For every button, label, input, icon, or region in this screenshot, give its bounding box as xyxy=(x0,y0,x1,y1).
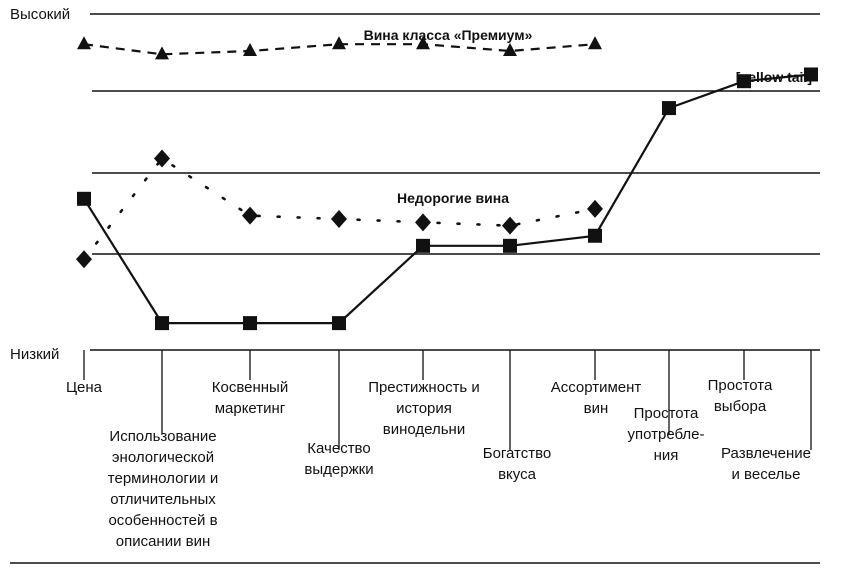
series-lines xyxy=(84,44,811,323)
x-tick-label-line: Косвенный xyxy=(211,379,289,396)
data-point-triangle xyxy=(243,43,257,56)
data-point-diamond xyxy=(502,217,518,235)
x-tick-label-line: Богатство xyxy=(482,445,552,462)
x-tick-label xyxy=(66,379,103,396)
x-tick-label-line: Простота xyxy=(633,405,699,422)
x-tick-label xyxy=(708,377,773,415)
y-axis-label-high: Высокий xyxy=(10,6,71,23)
x-tick-label-line: энологической xyxy=(111,449,215,466)
series-labels xyxy=(364,27,812,206)
series-markers xyxy=(76,36,818,330)
data-point-square xyxy=(588,229,602,243)
x-tick-label-line: выдержки xyxy=(304,461,374,478)
data-point-triangle xyxy=(77,36,91,49)
x-tick-label-line: вкуса xyxy=(498,466,536,483)
x-tick-label-line: Использование xyxy=(109,428,217,445)
data-point-diamond xyxy=(242,207,258,225)
x-tick-label-line: отличительных xyxy=(110,491,216,508)
x-tick-label-line: Ассортимент xyxy=(550,379,642,396)
x-tick-label xyxy=(483,445,552,483)
data-point-triangle xyxy=(503,43,517,56)
x-tick-label-line: Качество xyxy=(307,440,371,457)
y-axis-label-low: Низкий xyxy=(10,346,60,363)
x-tick-label xyxy=(551,379,642,417)
x-tick-label-line: описании вин xyxy=(115,533,211,550)
series-label: Недорогие вина xyxy=(396,190,510,206)
x-tick-label-line: винодельни xyxy=(382,421,466,438)
series-label: [yellow tail] xyxy=(735,69,812,85)
data-point-square xyxy=(416,239,430,253)
x-tick-label xyxy=(304,440,373,478)
series-label: Вина класса «Премиум» xyxy=(363,27,533,43)
data-point-triangle xyxy=(588,36,602,49)
data-point-square xyxy=(155,316,169,330)
x-tick-label xyxy=(721,445,811,483)
data-point-square xyxy=(503,239,517,253)
x-tick-label xyxy=(627,405,704,464)
data-point-diamond xyxy=(331,210,347,228)
x-tick-label-line: маркетинг xyxy=(214,400,286,417)
x-tick-label-line: Простота xyxy=(707,377,773,394)
x-tick-label-line: ния xyxy=(653,447,679,464)
x-tick-labels xyxy=(66,377,811,550)
x-tick-label-line: терминологии и xyxy=(107,470,219,487)
x-tick-label xyxy=(108,428,218,550)
x-tick-label-line: Развлечение xyxy=(721,445,811,462)
x-tick-label-line: употребле- xyxy=(627,426,705,443)
x-tick-label xyxy=(368,379,480,438)
x-tick-label-line: особенностей в xyxy=(108,512,218,529)
data-point-square xyxy=(77,192,91,206)
x-tick-label-line: история xyxy=(396,400,452,417)
data-point-square xyxy=(332,316,346,330)
x-tick-label-line: Престижность и xyxy=(368,379,480,396)
x-tick-label-line: выбора xyxy=(713,398,767,415)
data-point-diamond xyxy=(415,213,431,231)
x-tick-label-line: и веселье xyxy=(731,466,801,483)
x-tick-label-line: вин xyxy=(583,400,609,417)
data-point-square xyxy=(662,101,676,115)
data-point-triangle xyxy=(332,36,346,49)
data-point-diamond xyxy=(76,250,92,268)
data-point-triangle xyxy=(155,46,169,59)
data-point-diamond xyxy=(587,200,603,218)
x-tick-label xyxy=(212,379,288,417)
data-point-square xyxy=(243,316,257,330)
x-tick-label-line: Цена xyxy=(65,379,103,396)
